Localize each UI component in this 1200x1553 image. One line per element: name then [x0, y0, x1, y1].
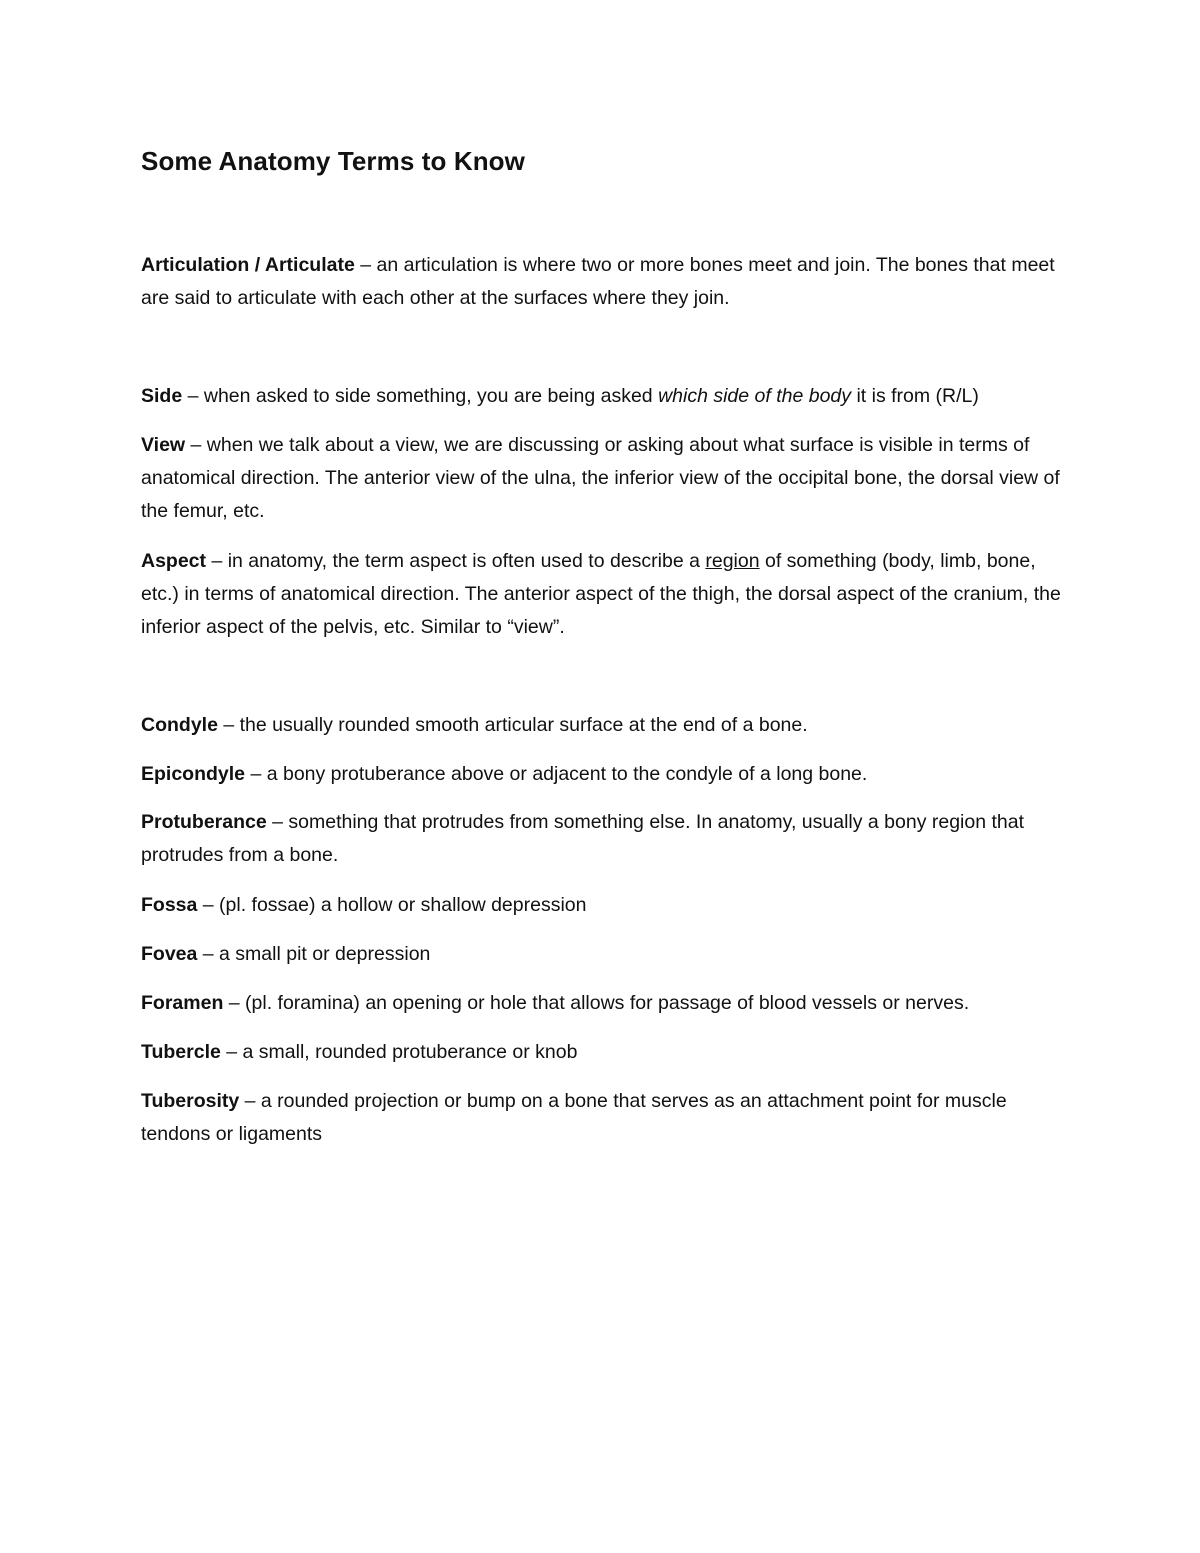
term-view: View [141, 434, 186, 456]
definition-protuberance: – something that protrudes from something else. In anatomy, usually a bony region that protrudes from a bone. [141, 811, 1025, 866]
entry-fossa [141, 889, 1066, 922]
entry-view [141, 429, 1066, 528]
entry-tuberosity [141, 1085, 1066, 1151]
definition-aspect-part1: – in anatomy, the term aspect is often used to describe a [206, 550, 706, 572]
entry-side [141, 380, 1066, 413]
entry-condyle [141, 709, 1066, 742]
term-aspect: Aspect [141, 550, 207, 572]
entry-aspect [141, 545, 1066, 644]
definition-fossa: – (pl. fossae) a hollow or shallow depression [197, 894, 587, 916]
term-foramen: Foramen [141, 992, 224, 1014]
definition-tuberosity: – a rounded projection or bump on a bone that serves as an attachment point for muscle tendons or ligaments [141, 1090, 1007, 1145]
term-articulation: Articulation / Articulate [141, 254, 355, 276]
term-protuberance: Protuberance [141, 811, 267, 833]
term-fossa: Fossa [141, 894, 198, 916]
definition-side-part2: it is from (R/L) [851, 385, 979, 407]
definition-view: – when we talk about a view, we are discussing or asking about what surface is visible in terms of anatomical direction. The anterior view of the ulna, the inferior view of the occipital bone, the dorsal view of the femur, etc. [141, 434, 1060, 522]
definition-side-part1: – when asked to side something, you are being asked [182, 385, 659, 407]
entry-epicondyle [141, 758, 1066, 791]
term-side: Side [141, 385, 183, 407]
definition-aspect-underlined: region [705, 550, 760, 572]
term-tubercle: Tubercle [141, 1041, 221, 1063]
definition-foramen: – (pl. foramina) an opening or hole that allows for passage of blood vessels or nerves. [223, 992, 970, 1014]
entry-articulation [141, 249, 1066, 315]
definition-articulation: – an articulation is where two or more bones meet and join. The bones that meet are said to articulate with each other at the surfaces where they join. [141, 254, 1055, 309]
term-fovea: Fovea [141, 943, 198, 965]
entry-foramen [141, 987, 1066, 1020]
definition-fovea: – a small pit or depression [197, 943, 431, 965]
definition-side-italic: which side of the body [658, 385, 852, 407]
page-title: Some Anatomy Terms to Know [141, 146, 525, 176]
entry-protuberance [141, 806, 1066, 872]
term-condyle: Condyle [141, 714, 218, 736]
definition-tubercle: – a small, rounded protuberance or knob [220, 1041, 578, 1063]
term-epicondyle: Epicondyle [141, 763, 246, 785]
term-tuberosity: Tuberosity [141, 1090, 240, 1112]
entry-tubercle [141, 1036, 1066, 1069]
definition-condyle: – the usually rounded smooth articular surface at the end of a bone. [217, 714, 808, 736]
definition-epicondyle: – a bony protuberance above or adjacent to the condyle of a long bone. [245, 763, 868, 785]
definition-aspect-part2: of something (body, limb, bone, etc.) in terms of anatomical direction. The anterior aspect of the thigh, the dorsal aspect of the cranium, the inferior aspect of the pelvis, etc. Similar to “view”. [141, 550, 1061, 638]
entry-fovea [141, 938, 1066, 971]
